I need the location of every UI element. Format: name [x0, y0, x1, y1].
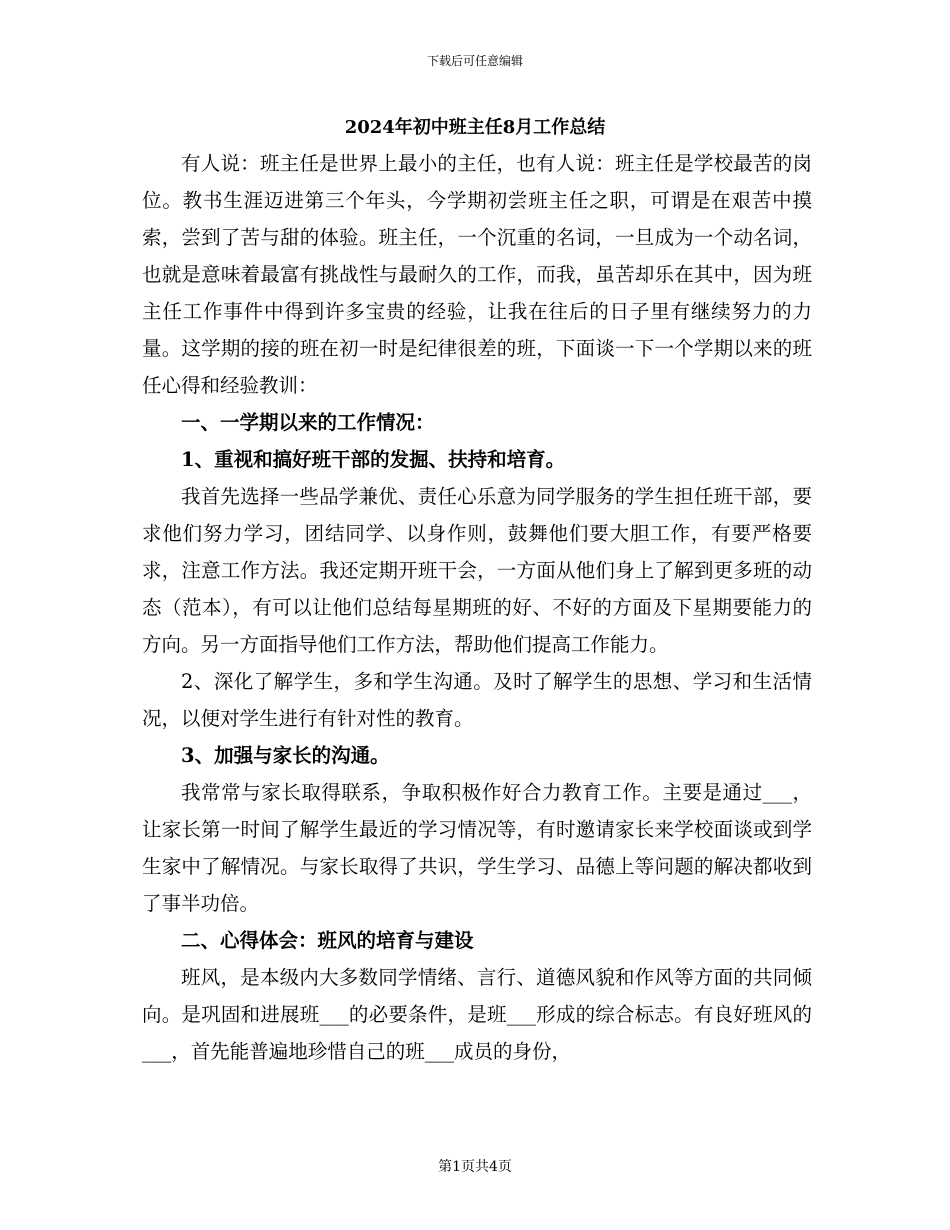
subheading-parent-communication: 3、加强与家长的沟通。 [181, 744, 390, 767]
paragraph-class-cadres: 我首先选择一些品学兼优、责任心乐意为同学服务的学生担任班干部，要求他们努力学习，团结同学、以身作则，鼓舞他们要大胆工作，有要严格要求，注意工作方法。我还定期开班干会，一方面从他们身上了解到更多班的动态（范本），有可以让他们总结每星期班的好、不好的方面及下星期要能力的方向。另一方面指导他们工作方法，帮助他们提高工作能力。 [142, 485, 812, 656]
paragraph-intro: 有人说：班主任是世界上最小的主任，也有人说：班主任是学校最苦的岗位。教书生涯迈进第三个年头，今学期初尝班主任之职，可谓是在艰苦中摸索，尝到了苦与甜的体验。班主任，一个沉重的名词，一旦成为一个动名词，也就是意味着最富有挑战性与最耐久的工作，而我，虽苦却乐在其中，因为班主任工作事件中得到许多宝贵的经验，让我在往后的日子里有继续努力的力量。这学期的接的班在初一时是纪律很差的班，下面谈一下一个学期以来的班任心得和经验教训： [142, 152, 812, 397]
document-title: 2024年初中班主任8月工作总结 [344, 117, 606, 138]
section-heading-work-status: 一、一学期以来的工作情况： [181, 411, 435, 434]
page-header: 下载后可任意编辑 [426, 54, 523, 68]
subheading-class-cadres: 1、重视和搞好班干部的发掘、扶持和培育。 [181, 448, 566, 471]
document-body [142, 145, 812, 1070]
paragraph-parent-communication: 我常常与家长取得联系，争取积极作好合力教育工作。主要是通过___，让家长第一时间了解学生最近的学习情况等，有时邀请家长来学校面谈或到学生家中了解情况。与家长取得了共识，学生学习、品德上等问题的解决都收到了事半功倍。 [142, 781, 812, 915]
paragraph-class-spirit: 班风，是本级内大多数同学情绪、言行、道德风貌和作风等方面的共同倾向。是巩固和进展班___的必要条件，是班___形成的综合标志。有良好班风的___，首先能普遍地珍惜自己的班___成员的身份， [142, 966, 812, 1063]
section-heading-experience: 二、心得体会：班风的培育与建设 [181, 929, 474, 952]
page-footer: 第1页共4页 [438, 1159, 512, 1175]
paragraph-understand-students: 2、深化了解学生，多和学生沟通。及时了解学生的思想、学习和生活情况，以便对学生进行有针对性的教育。 [142, 670, 812, 730]
